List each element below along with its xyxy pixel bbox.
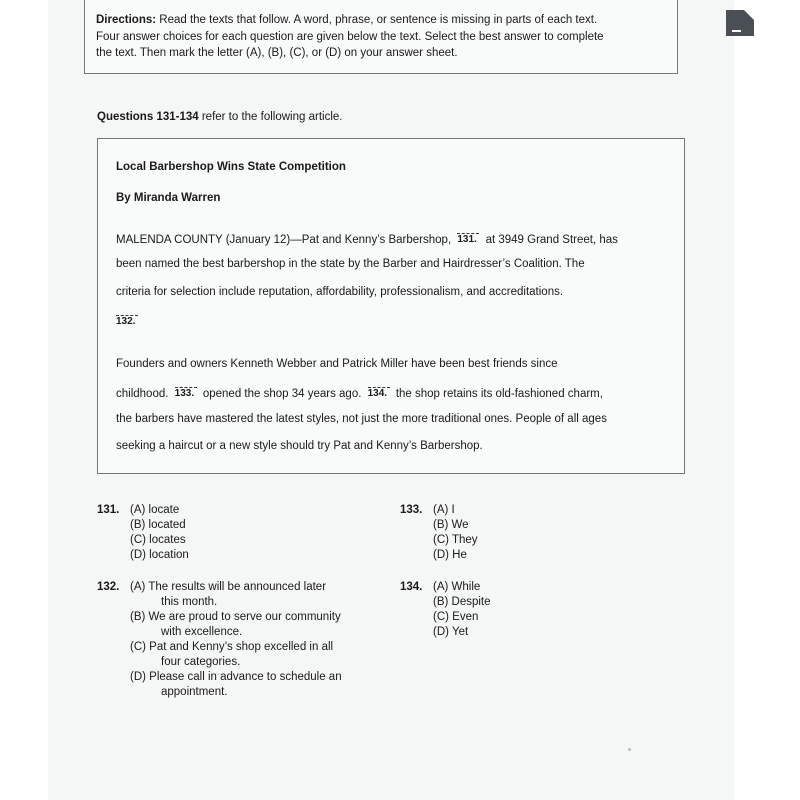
directions-box	[84, 0, 678, 74]
option-c-text: (C) Pat and Kenny’s shop excelled in all	[130, 641, 334, 653]
article-line	[116, 385, 603, 400]
article-line: Founders and owners Kenneth Webber and Patrick Miller have been best friends since	[116, 358, 558, 370]
option-a[interactable]	[130, 580, 390, 610]
option-d[interactable]: (D) Yet	[433, 626, 469, 638]
option-b[interactable]	[130, 610, 390, 640]
question-131	[97, 503, 377, 567]
answer-options	[433, 503, 673, 563]
article-line: the barbers have mastered the latest styles, not just the more traditional ones. People of all ages	[116, 413, 607, 425]
option-a[interactable]: (A) locate	[130, 504, 180, 516]
answer-options	[130, 580, 390, 700]
blank-131: 131.	[457, 231, 479, 243]
blank-132: 132.	[116, 313, 138, 325]
questions-reference	[97, 111, 342, 123]
blank-134: 134.	[368, 385, 390, 397]
question-number: 132.	[97, 581, 120, 593]
question-number: 131.	[97, 504, 120, 516]
option-b[interactable]: (B) We	[433, 519, 469, 531]
option-c[interactable]: (C) They	[433, 534, 478, 546]
directions-line-2: Four answer choices for each question are given below the text. Select the best answer to complete	[96, 30, 604, 43]
question-number: 133.	[400, 504, 423, 516]
option-b-text: (B) We are proud to serve our community	[130, 611, 341, 623]
option-b-text-cont: with excellence.	[161, 626, 243, 638]
question-134	[400, 580, 680, 644]
option-c-text-cont: four categories.	[161, 656, 241, 668]
article-text: childhood.	[116, 388, 169, 400]
questions-ref-text: refer to the following article.	[201, 111, 343, 123]
option-b[interactable]: (B) Despite	[433, 596, 491, 608]
option-d[interactable]: (D) He	[433, 549, 467, 561]
page-corner-icon	[726, 10, 754, 36]
article-text: MALENDA COUNTY (January 12)—Pat and Kenny’s Barbershop,	[116, 234, 452, 246]
directions-line-1	[96, 12, 667, 29]
scan-speck	[628, 748, 631, 751]
article-text: at 3949 Grand Street, has	[485, 234, 618, 246]
article-line	[116, 313, 141, 328]
blank-133: 133.	[175, 385, 197, 397]
option-a[interactable]: (A) I	[433, 504, 455, 516]
option-c[interactable]: (C) locates	[130, 534, 186, 546]
article-line: been named the best barbershop in the state by the Barber and Hairdresser’s Coalition. The	[116, 258, 585, 270]
article-line: criteria for selection include reputation, affordability, professionalism, and accreditations.	[116, 286, 564, 298]
option-d-text-cont: appointment.	[161, 686, 228, 698]
article-byline: By Miranda Warren	[116, 192, 221, 204]
answer-options	[130, 503, 370, 563]
option-c[interactable]: (C) Even	[433, 611, 479, 623]
article-text: the shop retains its old-fashioned charm,	[395, 388, 603, 400]
directions-text-1: Read the texts that follow. A word, phrase, or sentence is missing in parts of each text.	[159, 14, 598, 26]
option-a-text-cont: this month.	[161, 596, 218, 608]
article-box	[97, 138, 685, 474]
option-a-text: (A) The results will be announced later	[130, 581, 327, 593]
article-text: opened the shop 34 years ago.	[202, 388, 362, 400]
questions-range: Questions 131-134	[97, 111, 199, 123]
article-line: seeking a haircut or a new style should try Pat and Kenny’s Barbershop.	[116, 440, 483, 452]
directions-line-3: the text. Then mark the letter (A), (B), (C), or (D) on your answer sheet.	[96, 47, 458, 59]
option-d-text: (D) Please call in advance to schedule an	[130, 671, 342, 683]
option-a[interactable]: (A) While	[433, 581, 481, 593]
option-d[interactable]: (D) location	[130, 549, 189, 561]
question-133	[400, 503, 680, 567]
question-132	[97, 580, 387, 704]
article-line	[116, 231, 618, 246]
question-number: 134.	[400, 581, 423, 593]
directions-label: Directions:	[96, 14, 157, 26]
option-c[interactable]	[130, 640, 390, 670]
article-title: Local Barbershop Wins State Competition	[116, 161, 346, 173]
option-b[interactable]: (B) located	[130, 519, 186, 531]
option-d[interactable]	[130, 670, 390, 700]
answer-options	[433, 580, 673, 640]
